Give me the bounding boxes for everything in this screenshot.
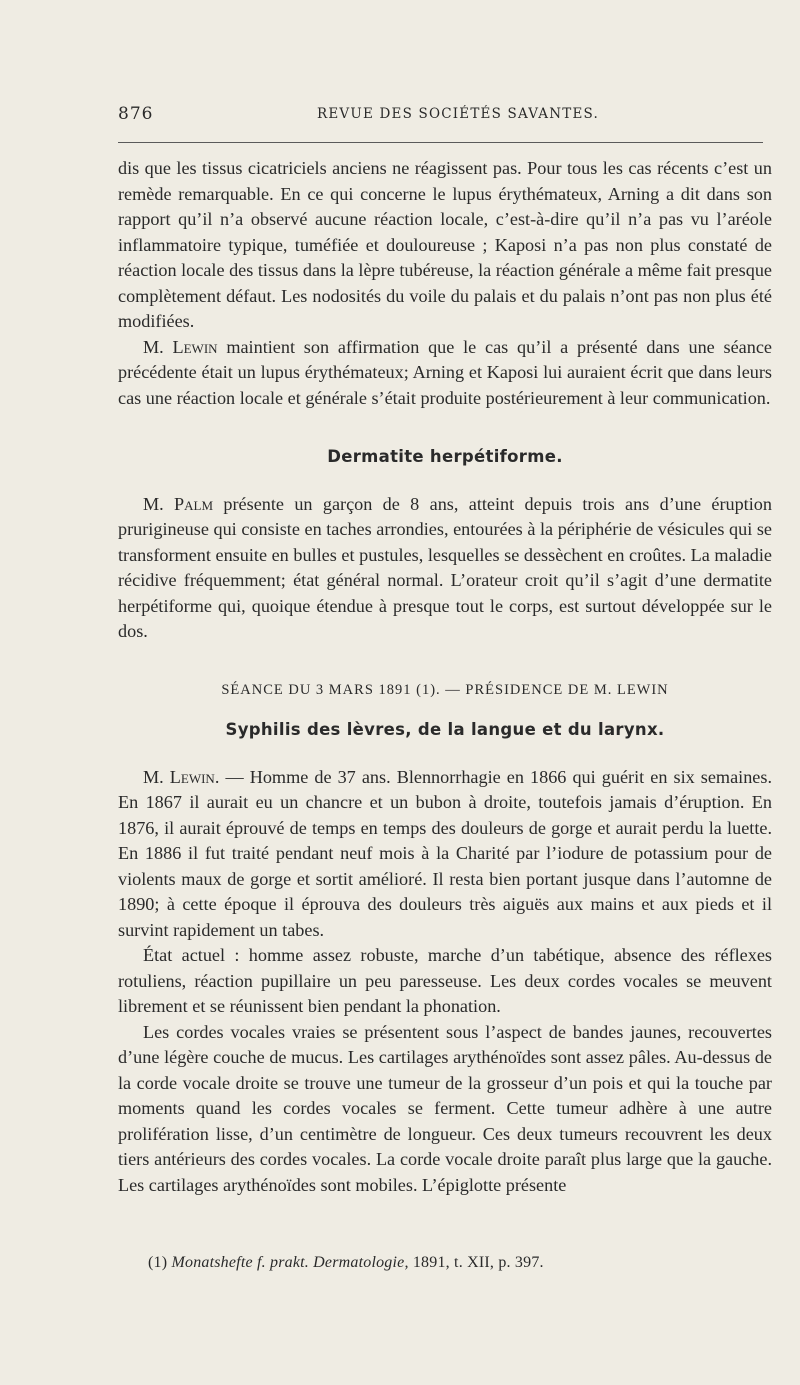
paragraph-text: . — Homme de 37 ans. Blennorrhagie en 1866 qui guérit en six semaines. En 1867 il aurait eu un chancre et un bubon à droite, toutefois jamais d’éruption. En 1876, il aurait éprouvé de temps en temps des douleurs de gorge et aurait perdu la luette. En 1886 il fut traité pendant neuf mois à la Charité par l’iodure de potassium pour de violents maux de gorge et sortit amélioré. Il resta bien portant jusque dans l’automne de 1890; à cette époque il éprouva des douleurs très aiguës aux mains et aux pieds et il survint rapidement un tabes.	[118, 766, 772, 940]
running-title: REVUE DES SOCIÉTÉS SAVANTES.	[317, 106, 599, 122]
paragraph-cordes-vocales: Les cordes vocales vraies se présentent sous l’aspect de bandes jaunes, recouvertes d’une légère couche de mucus. Les cartilages arythénoïdes sont assez pâles. Au-dessus de la corde vocale droite se trouve une tumeur de la grosseur d’un pois et qui la touche par moments quand les cordes vocales se ferment. Cette tumeur adhère à une autre prolifération lisse, d’un centimètre de longueur. Ces deux tumeurs recouvrent les deux tiers antérieurs des cordes vocales. La corde vocale droite paraît plus large que la gauche. Les cartilages arythénoïdes sont mobiles. L’épiglotte présente	[118, 1021, 772, 1195]
paragraph-text: présente un garçon de 8 ans, atteint depuis trois ans d’une éruption prurigineuse qui consiste en taches arrondies, entourées à la périphérie de vésicules qui se transforment ensuite en bulles et pustules, lesquelles se dessèchent en croûtes. La maladie récidive fréquemment; état général normal. L’orateur croit qu’il s’agit d’une dermatite herpétiforme qui, quoique étendue à presque tout le corps, est surtout développée sur le dos.	[118, 493, 772, 641]
section-heading-dermatite: Dermatite herpétiforme.	[327, 447, 563, 466]
page-number: 876	[118, 104, 154, 124]
header-rule	[118, 142, 763, 143]
paragraph-lewin-case	[118, 765, 772, 944]
speaker-name: M. Lewin	[143, 336, 218, 357]
paragraph-palm	[118, 492, 772, 645]
paragraph-continued: dis que les tissus cicatriciels anciens ne réagissent pas. Pour tous les cas récents c’est un remède remarquable. En ce qui concerne le lupus érythémateux, Arning a dit dans son rapport qu’il n’a observé aucune réaction locale, c’est-à-dire qu’il n’a pas vu l’aréole inflammatoire typique, tuméfiée et douloureuse ; Kaposi n’a pas non plus constaté de réaction locale des tissus dans la lèpre tubéreuse, la réaction générale a même fait presque complètement défaut. Les nodosités du voile du palais et du palais n’ont pas non plus été modifiées.	[118, 158, 772, 331]
session-line: SÉANCE DU 3 MARS 1891 (1). — PRÉSIDENCE DE M. LEWIN	[221, 681, 669, 698]
article-body	[118, 156, 772, 1198]
paragraph-etat-actuel: État actuel : homme assez robuste, marche d’un tabétique, absence des réflexes rotuliens, réaction pupillaire un peu paresseuse. Les deux cordes vocales se meuvent librement et se réunissent bien pendant la phonation.	[118, 945, 772, 1016]
section-heading-syphilis: Syphilis des lèvres, de la langue et du larynx.	[225, 720, 665, 739]
footnote-details: 1891, t. XII, p. 397.	[412, 1254, 544, 1271]
paragraph-text: maintient son affirmation que le cas qu’il a présenté dans une séance précédente était un lupus érythémateux; Arning et Kaposi lui auraient écrit que dans leurs cas une réaction locale et générale s’était produite postérieurement à leur communication.	[118, 336, 772, 408]
paragraph-lewin-reply	[118, 335, 772, 412]
speaker-name: M. Palm	[143, 493, 214, 514]
page-header	[118, 104, 758, 128]
footnote-journal: Monatshefte f. prakt. Dermatologie,	[171, 1254, 409, 1271]
footnote-marker: (1)	[148, 1254, 168, 1271]
footnote	[148, 1254, 544, 1272]
speaker-name: M. Lewin	[143, 766, 215, 787]
